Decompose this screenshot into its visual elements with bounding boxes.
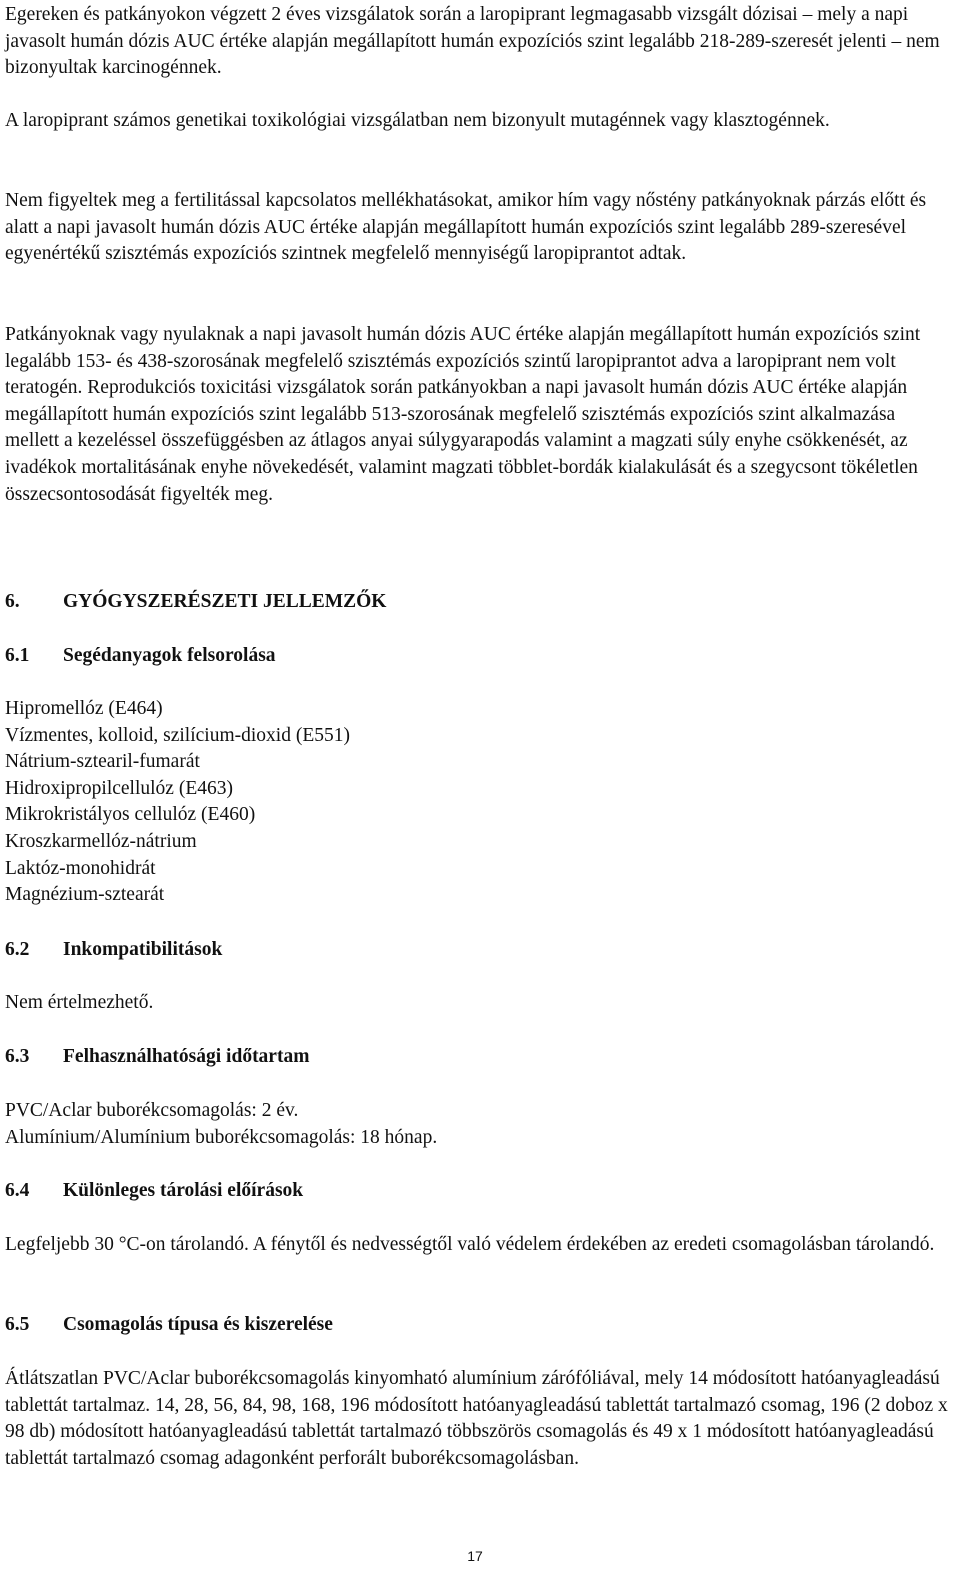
section-6-title: GYÓGYSZERÉSZETI JELLEMZŐK (63, 591, 387, 612)
paragraph-genotoxicity: A laropiprant számos genetikai toxikológiai vizsgálatban nem bizonyult mutagénnek vagy klasztogénnek. (5, 110, 830, 131)
excipient-item: Magnézium-sztearát (5, 884, 165, 906)
packaging-text: Átlátszatlan PVC/Aclar buborékcsomagolás kinyomható alumínium zárófóliával, mely 14 módosított hatóanyagleadású tablettát tartalmaz. 14, 28, 56, 84, 98, 168, 196 módosított hatóanyagleadású tablettát tartalmazó csomag, 196 (2 doboz x 98 db) módosított hatóanyagleadású tablettát tartalmazó többszörös csomagolás és 49 x 1 módosított hatóanyagleadású tablettát tartalmazó csomag adagonként perforált buborékcsomagolásban. (5, 1368, 948, 1469)
section-6-2-heading (5, 937, 222, 964)
excipient-item: Kroszkarmellóz-nátrium (5, 830, 197, 852)
section-6-5-title: Csomagolás típusa és kiszerelése (63, 1314, 333, 1335)
section-6-4-heading (5, 1178, 303, 1205)
section-6-1-number: 6.1 (5, 645, 30, 666)
excipient-item: Mikrokristályos cellulóz (E460) (5, 804, 256, 826)
section-6-3-title: Felhasználhatósági időtartam (63, 1046, 310, 1067)
page-number: 17 (467, 1548, 483, 1564)
paragraph-fertility: Nem figyeltek meg a fertilitással kapcsolatos mellékhatásokat, amikor hím vagy nőstény patkányoknak párzás előtt és alatt a napi javasolt humán dózis AUC értéke alapján megállapított humán expozíciós szint legalább 289-szeresével egyenértékű szisztémás expozíciós szintnek megfelelő mennyiségű laropiprantot adtak. (5, 190, 927, 265)
section-6-2-title: Inkompatibilitások (63, 939, 223, 960)
excipient-item: Hipromellóz (E464) (5, 698, 163, 719)
section-6-4-number: 6.4 (5, 1180, 30, 1201)
paragraph-reproductive-toxicity: Patkányoknak vagy nyulaknak a napi javasolt humán dózis AUC értéke alapján megállapított humán expozíciós szint legalább 153- és 438-szorosának megfelelő szisztémás expozíciós szintű laropiprantot adva a laropiprant nem volt teratogén. Reprodukciós toxicitási vizsgálatok során patkányokban a napi javasolt humán dózis AUC értéke alapján megállapított humán expozíciós szint legalább 513-szorosának megfelelő szisztémás expozíciós szint alkalmazása mellett a kezeléssel összefüggésben az átlagos anyai súlygyarapodás valamint a magzati súly enyhe csökkenését, az ivadékok mortalitásának enyhe növekedését, valamint magzati többlet-bordák kialakulását és a szegycsont tökéletlen összecsontosodását figyelték meg. (5, 324, 921, 505)
section-6-1-title: Segédanyagok felsorolása (63, 645, 276, 666)
section-6-5-number: 6.5 (5, 1314, 30, 1335)
storage-text: Legfeljebb 30 °C-on tárolandó. A fénytől és nedvességtől való védelem érdekében az eredeti csomagolásban tárolandó. (5, 1234, 935, 1255)
section-6-5-heading (5, 1312, 333, 1339)
paragraph-carcinogenicity: Egereken és patkányokon végzett 2 éves vizsgálatok során a laropiprant legmagasabb vizsgált dózisai – mely a napi javasolt humán dózis AUC értéke alapján megállapított humán expozíciós szint legalább 218-289-szeresét jelenti – nem bizonyultak karcinogénnek. (5, 4, 940, 79)
section-6-1-heading (5, 643, 276, 670)
shelf-life-line: Alumínium/Alumínium buborékcsomagolás: 18 hónap. (5, 1126, 438, 1148)
shelf-life-line: PVC/Aclar buborékcsomagolás: 2 év. (5, 1100, 299, 1121)
excipient-item: Nátrium-sztearil-fumarát (5, 751, 200, 773)
section-6-3-heading (5, 1044, 309, 1071)
excipients-list (5, 696, 350, 909)
section-6-2-number: 6.2 (5, 939, 30, 960)
section-6-number: 6. (5, 591, 20, 612)
excipient-item: Laktóz-monohidrát (5, 857, 156, 879)
shelf-life-text (5, 1098, 437, 1151)
excipient-item: Vízmentes, kolloid, szilícium-dioxid (E551) (5, 724, 350, 746)
excipient-item: Hidroxipropilcellulóz (E463) (5, 777, 233, 799)
section-6-4-title: Különleges tárolási előírások (63, 1180, 304, 1201)
incompatibilities-text: Nem értelmezhető. (5, 992, 154, 1013)
section-6-3-number: 6.3 (5, 1046, 30, 1067)
section-6-heading (5, 589, 386, 616)
